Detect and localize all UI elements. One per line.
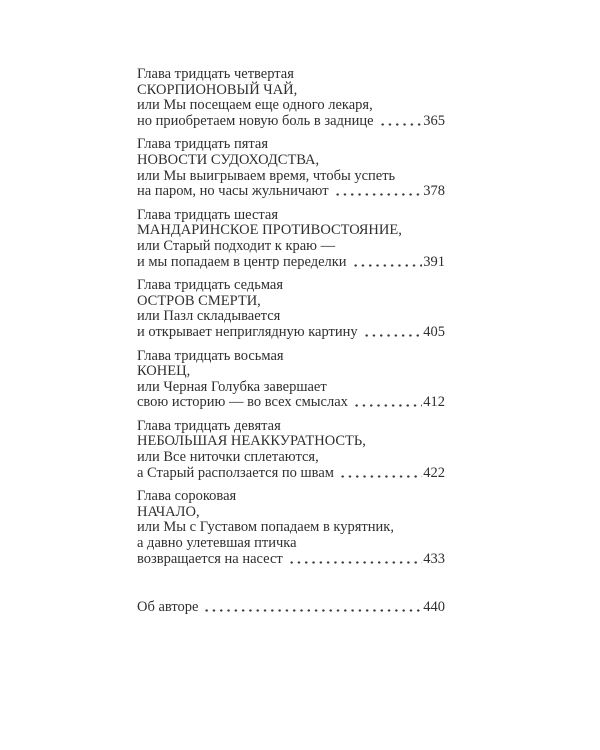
chapter-subtitle: или Мы посещаем еще одного лекаря, [137,97,373,114]
dot-leader [377,114,423,130]
chapter-label: Глава тридцать шестая [137,206,278,223]
about-author-label: Об авторе [137,599,199,616]
chapter-title: ОСТРОВ СМЕРТИ, [137,292,261,309]
dot-leader [361,325,423,341]
chapter-page-line [137,552,445,568]
dot-leader [201,600,422,616]
chapter-page-line [137,255,445,271]
chapter-label: Глава тридцать четвертая [137,66,294,82]
chapter-title: КОНЕЦ, [137,363,191,380]
dot-leader [350,255,423,271]
chapter-label: Глава тридцать седьмая [137,277,284,294]
toc-entry [137,419,445,481]
chapter-subtitle: или Старый подходит к краю — [137,237,336,254]
chapter-title: НОВОСТИ СУДОХОДСТВА, [137,151,320,168]
chapter-subtitle: а давно улетевшая птичка [137,535,297,552]
page-number: 422 [423,464,445,481]
chapter-subtitle-tail: на паром, но часы жульничают [137,183,329,200]
dot-leader [351,395,422,411]
page-number: 378 [423,183,445,200]
chapter-subtitle-tail: а Старый расползается по швам [137,464,334,481]
dot-leader [332,184,423,200]
chapter-page-line [137,184,445,200]
chapter-subtitle-tail: свою историю — во всех смыслах [137,394,348,411]
chapter-page-line [137,325,445,341]
chapter-subtitle: или Пазл складывается [137,308,281,325]
page-number: 440 [423,599,445,616]
chapter-title: СКОРПИОНОВЫЙ ЧАЙ, [137,81,298,98]
chapter-label: Глава тридцать пятая [137,136,269,153]
chapter-subtitle-tail: и открывает неприглядную картину [137,323,358,340]
chapter-subtitle-tail: но приобретаем новую боль в заднице [137,112,374,129]
page-number: 405 [423,323,445,340]
toc-entry [137,208,445,270]
dot-leader [286,552,423,568]
chapter-title: НЕБОЛЬШАЯ НЕАККУРАТНОСТЬ, [137,433,366,450]
toc-entry [137,278,445,340]
page-number: 365 [423,112,445,129]
chapter-page-line [137,466,445,482]
about-author-line [137,600,445,616]
toc-entry [137,67,445,129]
chapter-page-line [137,114,445,130]
chapter-subtitle-tail: и мы попадаем в центр переделки [137,253,347,270]
chapter-title: НАЧАЛО, [137,503,200,520]
chapter-subtitle-tail: возвращается на насест [137,550,283,567]
dot-leader [337,466,422,482]
toc-entry [137,137,445,199]
chapter-subtitle: или Черная Голубка завершает [137,378,327,395]
chapter-page-line [137,395,445,411]
page-number: 391 [423,253,445,270]
table-of-contents [137,67,445,616]
page-number: 433 [423,550,445,567]
chapter-subtitle: или Все ниточки сплетаются, [137,449,319,466]
toc-entry [137,349,445,411]
chapter-label: Глава тридцать девятая [137,417,281,434]
toc-entry [137,489,445,567]
chapter-title: МАНДАРИНСКОЕ ПРОТИВОСТОЯНИЕ, [137,222,402,239]
chapter-label: Глава сороковая [137,488,237,505]
chapter-label: Глава тридцать восьмая [137,347,284,364]
page-number: 412 [423,394,445,411]
chapter-subtitle: или Мы выигрываем время, чтобы успеть [137,167,396,184]
chapter-subtitle: или Мы с Густавом попадаем в курятник, [137,519,394,536]
